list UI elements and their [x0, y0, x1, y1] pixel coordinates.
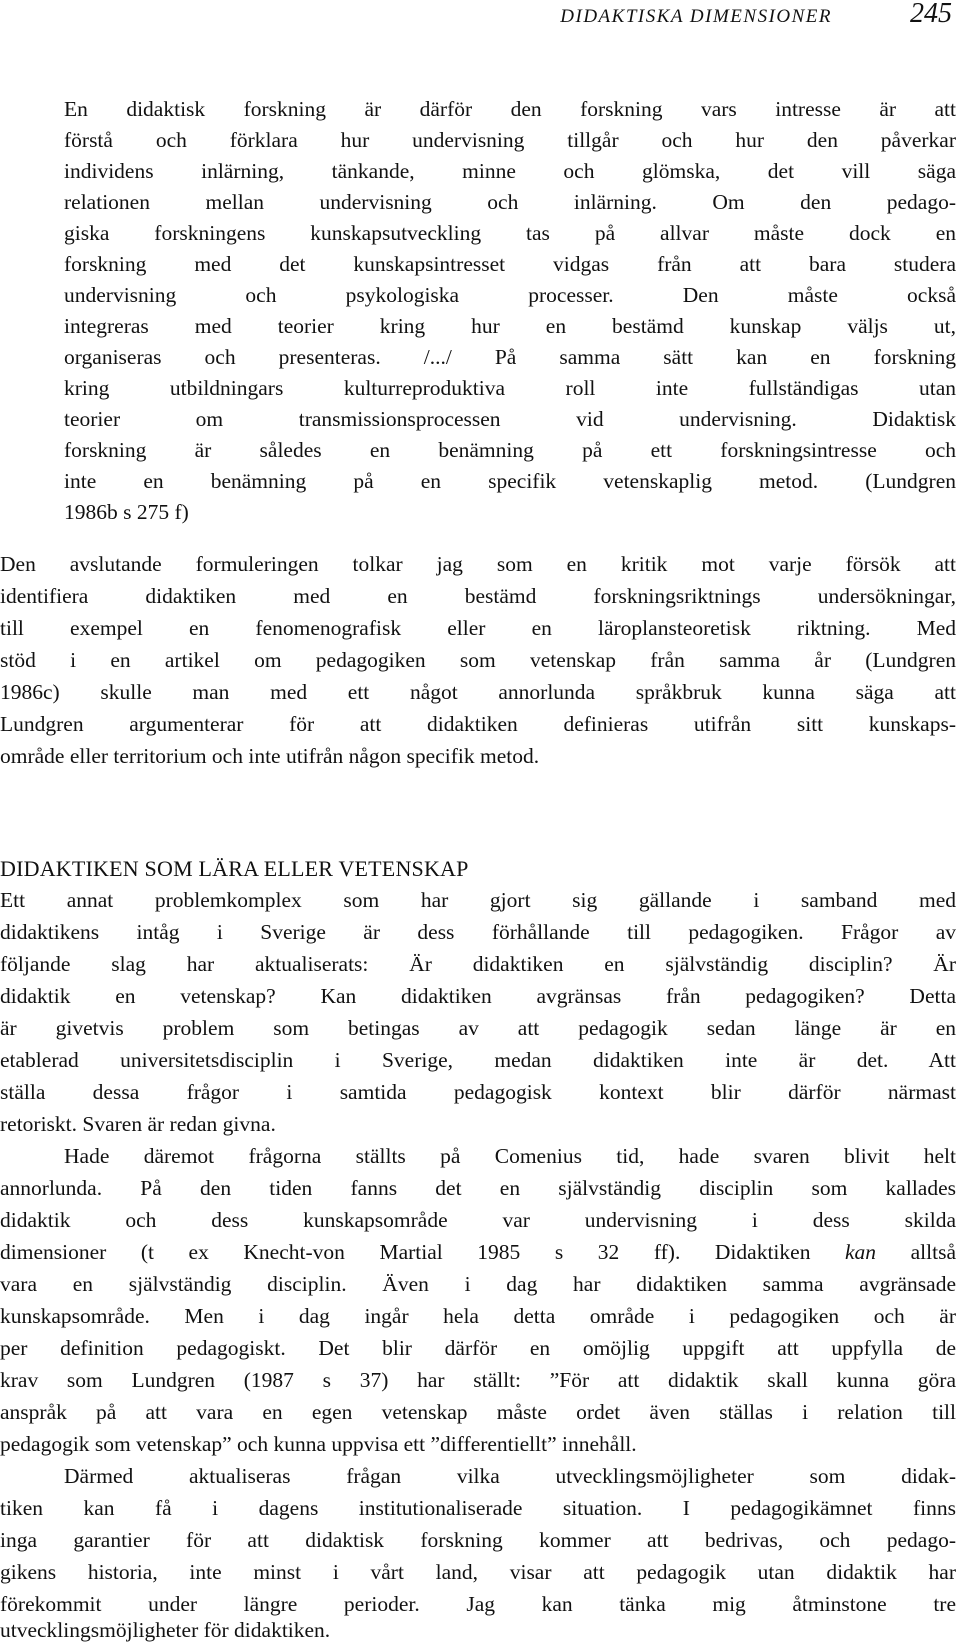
text-line: didaktikens intåg i Sverige är dess förhållande till pedagogiken. Frågor av	[0, 920, 956, 944]
quote-line: organiseras och presenteras. /.../ På samma sätt kan en forskning	[64, 345, 956, 369]
text-line: följande slag har aktualiserats: Är didaktiken en självständig disciplin? Är	[0, 952, 956, 976]
text-segment: alltså	[876, 1240, 957, 1264]
text-line: förekommit under längre perioder. Jag kan tänka mig åtminstone tre	[0, 1592, 956, 1616]
text-line: 1986c) skulle man med ett något annorlunda språkbruk kunna säga att	[0, 680, 956, 704]
text-line: Därmed aktualiseras frågan vilka utvecklingsmöjligheter som didak-	[64, 1464, 956, 1488]
text-line: didaktik och dess kunskapsområde var undervisning i dess skilda	[0, 1208, 956, 1232]
text-line: Hade däremot frågorna ställts på Comenius tid, hade svaren blivit helt	[64, 1144, 956, 1168]
text-line: till exempel en fenomenografisk eller en läroplansteoretisk riktning. Med	[0, 616, 956, 640]
text-line: Lundgren argumenterar för att didaktiken definieras utifrån sitt kunskaps-	[0, 712, 956, 736]
quote-line: inte en benämning på en specifik vetenskaplig metod. (Lundgren	[64, 469, 956, 493]
text-line: pedagogik som vetenskap” och kunna uppvisa ett ”differentiellt” innehåll.	[0, 1432, 637, 1456]
quote-line: En didaktisk forskning är därför den forskning vars intresse är att	[64, 97, 956, 121]
section-heading: DIDAKTIKEN SOM LÄRA ELLER VETENSKAP	[0, 856, 469, 881]
text-line: stöd i en artikel om pedagogiken som vetenskap från samma år (Lundgren	[0, 648, 956, 672]
quote-line: integreras med teorier kring hur en bestämd kunskap väljs ut,	[64, 314, 956, 338]
text-line: inga garantier för att didaktisk forskning kommer att bedrivas, och pedago-	[0, 1528, 956, 1552]
text-line: gikens historia, inte minst i vårt land, visar att pedagogik utan didaktik har	[0, 1560, 956, 1584]
text-line: didaktik en vetenskap? Kan didaktiken avgränsas från pedagogiken? Detta	[0, 984, 956, 1008]
text-line: annorlunda. På den tiden fanns det en självständig disciplin som kallades	[0, 1176, 956, 1200]
text-line: identifiera didaktiken med en bestämd forskningsriktnings undersökningar,	[0, 584, 956, 608]
text-line: anspråk på att vara en egen vetenskap måste ordet även ställas i relation till	[0, 1400, 956, 1424]
text-line: etablerad universitetsdisciplin i Sverige, medan didaktiken inte är det. Att	[0, 1048, 956, 1072]
text-line: per definition pedagogiskt. Det blir därför en omöjlig uppgift att uppfylla de	[0, 1336, 956, 1360]
quote-line: forskning är således en benämning på ett forskningsintresse och	[64, 438, 956, 462]
text-line: område eller territorium och inte utifrån någon specifik metod.	[0, 744, 540, 768]
quote-line: giska forskningens kunskapsutveckling tas på allvar måste dock en	[64, 221, 956, 245]
quote-line: forskning med det kunskapsintresset vidgas från att bara studera	[64, 252, 956, 276]
emphasized-word: kan	[845, 1240, 877, 1264]
quote-line: undervisning och psykologiska processer. Den måste också	[64, 283, 956, 307]
text-line: Den avslutande formuleringen tolkar jag som en kritik mot varje försök att	[0, 552, 956, 576]
text-line: är givetvis problem som betingas av att pedagogik sedan länge är en	[0, 1016, 956, 1040]
text-line: utvecklingsmöjligheter för didaktiken.	[0, 1618, 331, 1642]
page-number: 245	[910, 0, 952, 29]
page-header	[0, 0, 960, 40]
quote-line: individens inlärning, tänkande, minne och glömska, det vill säga	[64, 159, 956, 183]
quote-line: relationen mellan undervisning och inlärning. Om den pedago-	[64, 190, 956, 214]
text-line: Ett annat problemkomplex som har gjort sig gällande i samband med	[0, 888, 956, 912]
text-line-with-emphasis	[0, 1237, 956, 1267]
text-line: vara en självständig disciplin. Även i dag har didaktiken samma avgränsade	[0, 1272, 956, 1296]
text-segment: dimensioner (t ex Knecht-von Martial 1985 s 32 ff). Didaktiken	[0, 1240, 846, 1264]
quote-line: teorier om transmissionsprocessen vid undervisning. Didaktisk	[64, 407, 956, 431]
text-line: kunskapsområde. Men i dag ingår hela detta område i pedagogiken och är	[0, 1304, 956, 1328]
quote-line: 1986b s 275 f)	[64, 500, 189, 524]
text-line: retoriskt. Svaren är redan givna.	[0, 1112, 276, 1136]
running-title: DIDAKTISKA DIMENSIONER	[560, 6, 832, 27]
quote-line: kring utbildningars kulturreproduktiva roll inte fullständigas utan	[64, 376, 956, 400]
text-line: krav som Lundgren (1987 s 37) har ställt: ”För att didaktik skall kunna göra	[0, 1368, 956, 1392]
text-line: ställa dessa frågor i samtida pedagogisk kontext blir därför närmast	[0, 1080, 956, 1104]
text-line: tiken kan få i dagens institutionaliserade situation. I pedagogikämnet finns	[0, 1496, 956, 1520]
quote-line: förstå och förklara hur undervisning tillgår och hur den påverkar	[64, 128, 956, 152]
